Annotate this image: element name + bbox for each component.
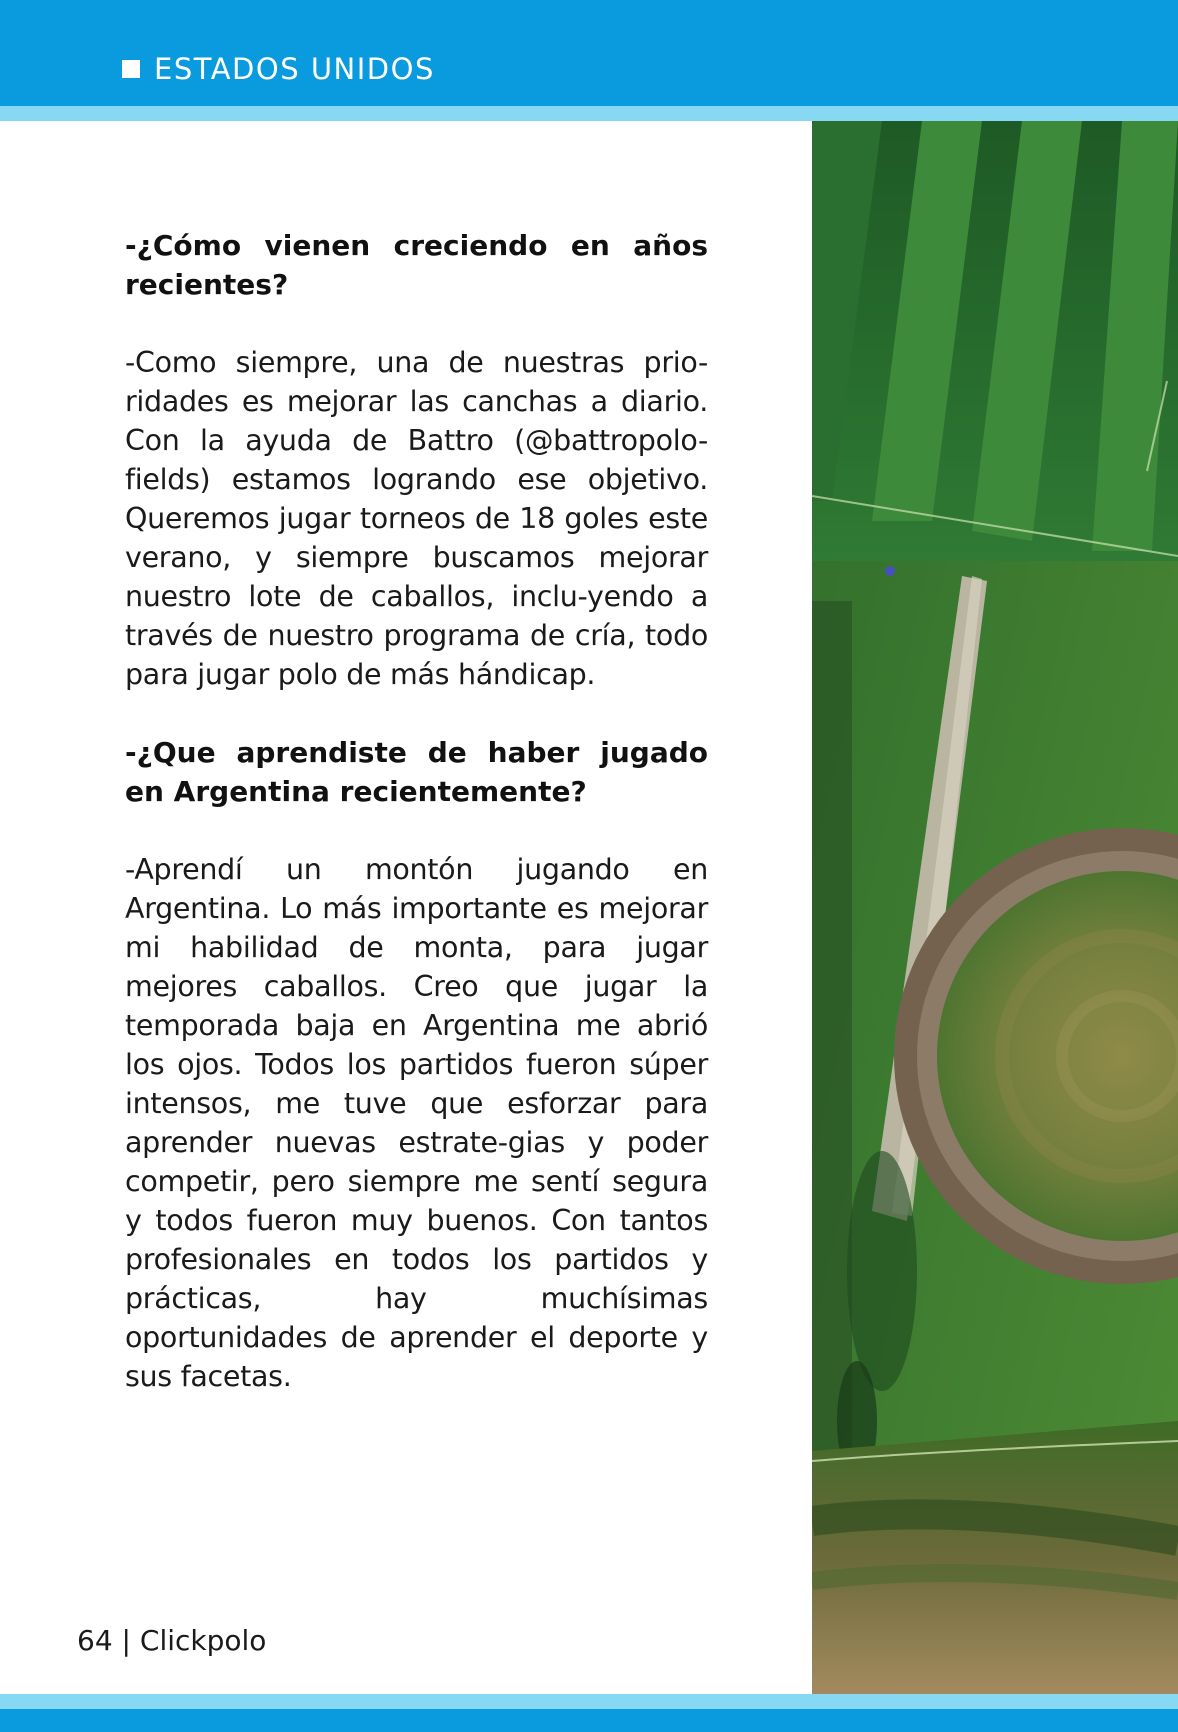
section-title: ESTADOS UNIDOS [154,52,435,86]
page-number: 64 [77,1624,113,1657]
question-1: -¿Cómo vienen creciendo en años recientes? [125,229,708,301]
footer-stripe [0,1694,1178,1709]
section-square-icon [122,60,140,78]
aerial-polo-field-photo [812,121,1178,1694]
answer-1: -Como siempre, una de nuestras prio-ridades es mejorar las canchas a diario. Con la ayuda de Battro (@battropolo-fields) estamos logrando ese objetivo. Queremos jugar torneos de 18 goles este verano, y siempre buscamos mejorar nuestro lote de caballos, inclu-yendo a través de nuestro programa de cría, todo para jugar polo de más hándicap. [125,346,708,691]
footer-separator: | [121,1624,131,1657]
question-2: -¿Que aprendiste de haber jugado en Argentina recientemente? [125,736,708,808]
article-column [125,226,708,1435]
footer-bar [0,1709,1178,1732]
page-footer [77,1624,266,1658]
publication-name: Clickpolo [139,1624,267,1657]
answer-2: -Aprendí un montón jugando en Argentina. Lo más importante es mejorar mi habilidad de monta, para jugar mejores caballos. Creo que jugar la temporada baja en Argentina me abrió los ojos. Todos los partidos fueron súper intensos, me tuve que esforzar para aprender nuevas estrate-gias y poder competir, pero siempre me sentí segura y todos fueron muy buenos. Con tantos profesionales en todos los partidos y prácticas, hay muchísimas oportunidades de aprender el deporte y sus facetas. [125,853,708,1393]
header-stripe [0,106,1178,121]
